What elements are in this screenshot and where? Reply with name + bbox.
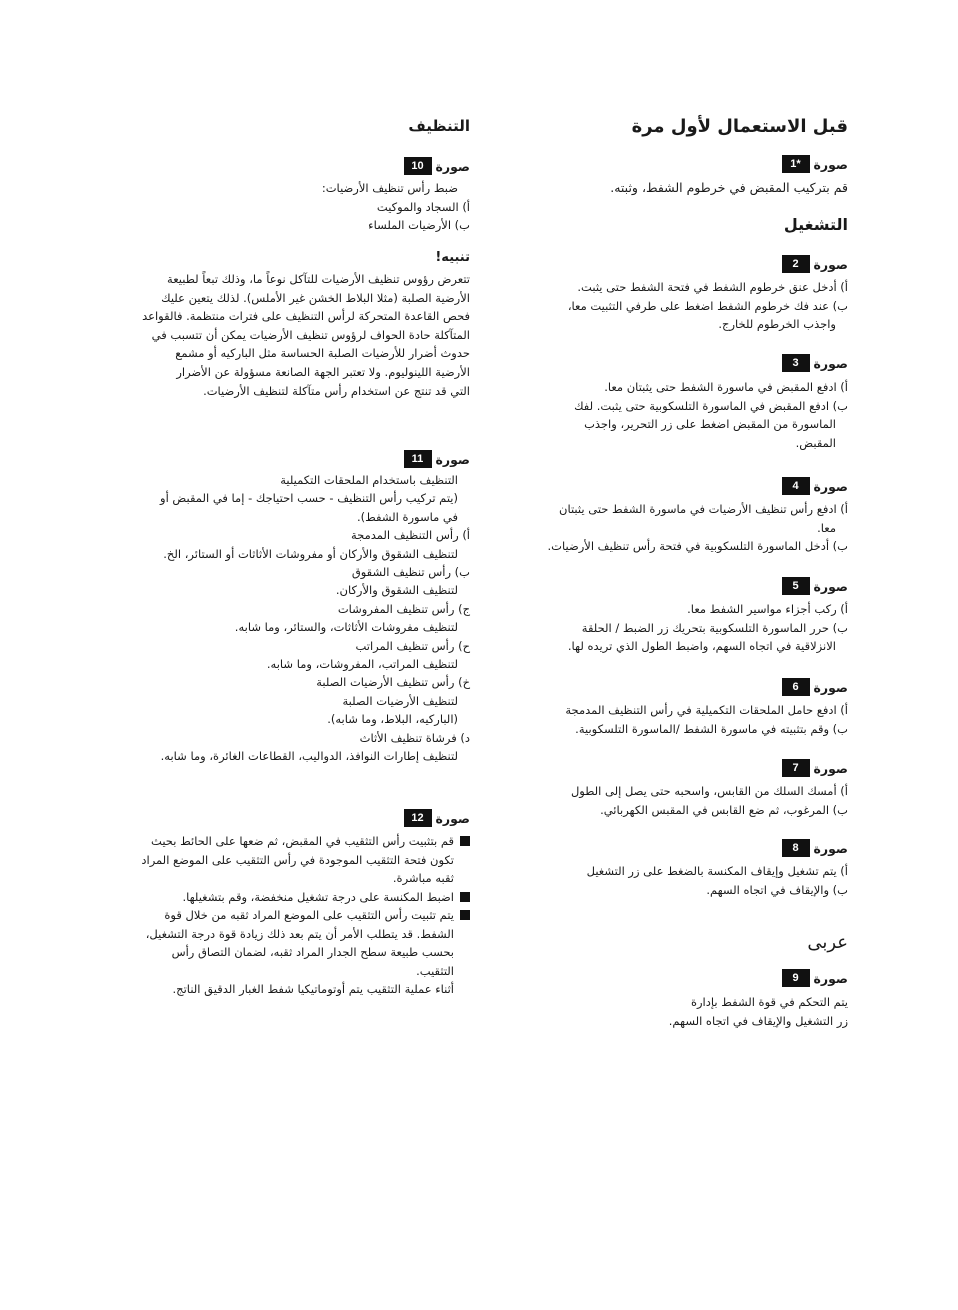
- text-line: لتنظيف الشقوق والأركان.: [335, 583, 458, 598]
- text-line: د) فرشاة تنظيف الأثاث: [359, 730, 470, 745]
- text-line: أ) أدخل عنق خرطوم الشفط في فتحة الشفط حتى يثبت.: [577, 280, 848, 294]
- text-line: في ماسورة الشفط).: [356, 509, 458, 524]
- text-line: زر التشغيل والإيقاف في اتجاه السهم.: [668, 1013, 848, 1028]
- text-line: فحص القاعدة المتحركة لرأس التنظيف على فترات منتظمة. فالقواعد: [142, 309, 470, 324]
- fig-label: صورة: [813, 578, 848, 594]
- bullet-square-icon: [460, 910, 470, 920]
- text-line: خ) رأس تنظيف الأرضيات الصلبة: [316, 675, 470, 690]
- figure-7-label: [782, 759, 849, 777]
- bullet-text: التثقيب.: [416, 963, 454, 978]
- text-line: ب) رأس تنظيف الشقوق: [351, 565, 470, 580]
- fig-number: 7: [782, 759, 810, 777]
- fig-label: صورة: [813, 840, 848, 856]
- fig-number: 2: [782, 255, 810, 273]
- operation-heading: التشغيل: [783, 215, 848, 234]
- bullet-after-text: أثناء عملية التثقيب يتم أوتوماتيكيا شفط الغبار الدقيق الناتج.: [172, 982, 454, 996]
- bullet-text: يتم تثبيت رأس التثقيب على الموضع المراد ثقبه من خلال قوة: [164, 908, 454, 922]
- fig-label: صورة: [435, 158, 470, 174]
- text-line: الأرضية اللينوليوم. ولا تعتبر الجهة الصانعة مسؤولة عن الأضرار: [176, 364, 470, 379]
- figure-5-text: [568, 600, 848, 656]
- figure-9-label: [782, 969, 849, 987]
- text-line: الانزلاقية في اتجاه السهم، واضبط الطول الذي تريده لها.: [567, 639, 836, 653]
- figure-4-text: [548, 500, 849, 556]
- bullet-text: قم بتثبيت رأس التثقيب في المقبض، ثم ضعها على الحائط بحيث: [151, 834, 454, 848]
- text-line: ب) حرر الماسورة التلسكوبية بتحريك زر الضبط / الحلقة: [581, 620, 848, 635]
- text-line: المقبض.: [795, 435, 836, 450]
- fig-number: 11: [404, 450, 432, 468]
- figure-11-label: [404, 450, 471, 468]
- fig-number: 8: [782, 839, 810, 857]
- text-line: حدوث أضرار للأرضيات الصلبة الحساسة مثل الباركيه أو مشمع: [175, 346, 470, 361]
- fig-label: صورة: [435, 451, 470, 467]
- fig-number: 4: [782, 477, 810, 495]
- text-line: يتم التحكم في قوة الشفط بإدارة: [690, 995, 848, 1009]
- fig-number: 3: [782, 354, 810, 372]
- text-line: أ) يتم تشغيل وإيقاف المكنسة بالضغط على زر التشغيل: [586, 864, 848, 878]
- bullet-item: [141, 906, 470, 980]
- fig-number: 10: [404, 157, 432, 175]
- figure-3-label: [782, 354, 849, 372]
- first-use-heading: قبل الاستعمال لأول مرة: [631, 116, 848, 137]
- text-line: ب) أدخل الماسورة التلسكوبية في فتحة رأس تنظيف الأرضيات.: [547, 539, 848, 553]
- text-line: ح) رأس تنظيف المراتب: [355, 638, 470, 653]
- text-line: لتنظيف إطارات النوافذ، الدواليب، القطاعات الغائرة، وما شابه.: [160, 749, 458, 764]
- text-line: ب) الأرضيات الملساء: [368, 218, 470, 232]
- figure-12-label: [404, 809, 471, 827]
- fig-label: صورة: [435, 810, 470, 826]
- fig-label: صورة: [813, 760, 848, 776]
- text-line: أ) أمسك السلك من القابس، واسحبه حتى يصل إلى الطول: [570, 784, 848, 798]
- bullet-text: الشفط. قد يتطلب الأمر أن يتم بعد ذلك زيادة قوة درجة التشغيل،: [145, 926, 454, 941]
- bullet-text: اضبط المكنسة على درجة تشغيل منخفضة، وقم بتشغيلها.: [182, 889, 454, 904]
- figure-10-text: [322, 179, 470, 235]
- text-line: ب) وقم بتثبيته في ماسورة الشفط /الماسورة التلسكوبية.: [575, 721, 848, 736]
- figure-1-text: [610, 179, 848, 198]
- text-line: أ) ادفع المقبض في ماسورة الشفط حتى يثبتان معا.: [604, 380, 848, 394]
- warning-text: [142, 270, 470, 400]
- text-line: الأرضية الصلبة (مثلا البلاط الخشن غير الأملس). لذلك يتعين عليك: [161, 290, 470, 305]
- text-line: لتنظيف مفروشات الأثاثات، والستائر، وما شابه.: [234, 620, 458, 635]
- figure-8-text: [587, 862, 848, 899]
- cleaning-heading: التنظيف: [408, 117, 470, 135]
- figure-11-text: [160, 471, 470, 766]
- text-line: أ) السجاد والموكيت: [376, 199, 470, 214]
- fig-number: 9: [782, 969, 810, 987]
- warning-heading: تنبيه!: [435, 250, 470, 265]
- figure-12-bullets: [141, 832, 470, 999]
- fig-number: *1: [782, 155, 810, 173]
- figure-2-text: [568, 278, 848, 334]
- figure-1-label: [782, 155, 849, 173]
- bullet-square-icon: [460, 836, 470, 846]
- fig-number: 12: [404, 809, 432, 827]
- text-line: واجذب الخرطوم للخارج.: [718, 317, 836, 331]
- figure-5-label: [782, 577, 849, 595]
- text-line: ب) عند فك خرطوم الشفط اضغط على طرفي التثبيت معا،: [567, 298, 848, 313]
- figure-4-label: [782, 477, 849, 495]
- fig-label: صورة: [813, 478, 848, 494]
- bullet-item: [141, 888, 470, 907]
- bullet-item: [141, 832, 470, 888]
- text-line: أ) ادفع رأس تنظيف الأرضيات في ماسورة الشفط حتى يثبتان: [559, 502, 848, 516]
- language-heading: عربى: [807, 932, 848, 953]
- right-column: [548, 0, 848, 1100]
- text-line: الماسورة من المقبض اضغط على زر التحرير، واجذب: [584, 417, 836, 431]
- text-line: (الباركيه، البلاط، وما شابه).: [327, 712, 458, 727]
- figure-2-label: [782, 255, 849, 273]
- text-line: تتعرض رؤوس تنظيف الأرضيات للتآكل نوعاً ما، وذلك تبعاً لطبيعة: [167, 272, 470, 286]
- figure-6-text: [565, 701, 848, 738]
- text-line: التنظيف باستخدام الملحقات التكميلية: [280, 473, 458, 487]
- fig-label: صورة: [813, 156, 848, 172]
- text-line: ب) المرغوب، ثم ضع القابس في المقبس الكهربائي.: [600, 802, 848, 817]
- left-column: [110, 0, 470, 1100]
- text-line: ج) رأس تنظيف المفروشات: [337, 601, 470, 616]
- figure-9-text: [669, 993, 848, 1030]
- text-line: لتنظيف الشقوق والأركان أو مفروشات الأثاثات أو الستائر، الخ.: [163, 546, 458, 561]
- fig-number: 6: [782, 678, 810, 696]
- fig-label: صورة: [813, 355, 848, 371]
- figure-6-label: [782, 678, 849, 696]
- text-line: لتنظيف المراتب، المفروشات، وما شابه.: [266, 657, 458, 672]
- figure-3-text: [574, 378, 848, 452]
- figure-8-label: [782, 839, 849, 857]
- text-line: أ) ركب أجزاء مواسير الشفط معا.: [687, 602, 848, 616]
- text-line: قم بتركيب المقبض في خرطوم الشفط، وثبته.: [610, 180, 848, 195]
- fig-label: صورة: [813, 970, 848, 986]
- fig-label: صورة: [813, 256, 848, 272]
- text-line: معا.: [817, 520, 836, 535]
- text-line: أ) ادفع حامل الملحقات التكميلية في رأس التنظيف المدمجة: [565, 703, 848, 717]
- text-line: ضبط رأس تنظيف الأرضيات:: [321, 181, 458, 195]
- fig-number: 5: [782, 577, 810, 595]
- bullet-square-icon: [460, 892, 470, 902]
- text-line: أ) رأس التنظيف المدمجة: [350, 528, 470, 543]
- text-line: لتنظيف الأرضيات الصلبة: [342, 693, 458, 708]
- text-line: ب) ادفع المقبض في الماسورة التلسكوبية حتى يثبت. لفك: [574, 398, 848, 413]
- text-line: المتآكلة حادة الحواف لرؤوس تنظيف الأرضيات يمكن أن تتسبب في: [151, 327, 470, 342]
- bullet-text: تكون فتحة التثقيب الموجودة في رأس التثقيب على الموضع المراد: [141, 852, 454, 867]
- figure-7-text: [571, 782, 848, 819]
- bullet-text: بحسب طبيعة سطح الجدار المراد ثقبه، لضمان التصاق رأس: [171, 945, 454, 959]
- fig-label: صورة: [813, 679, 848, 695]
- text-line: التي قد تنتج عن استخدام رأس متآكلة لتنظيف الأرضيات.: [203, 383, 470, 398]
- text-line: (يتم تركيب رأس التنظيف - حسب احتياجك - إما في المقبض أو: [160, 491, 458, 506]
- text-line: ب) والإيقاف في اتجاه السهم.: [706, 882, 848, 897]
- figure-10-label: [404, 157, 471, 175]
- bullet-text: ثقبه مباشرة.: [392, 871, 454, 885]
